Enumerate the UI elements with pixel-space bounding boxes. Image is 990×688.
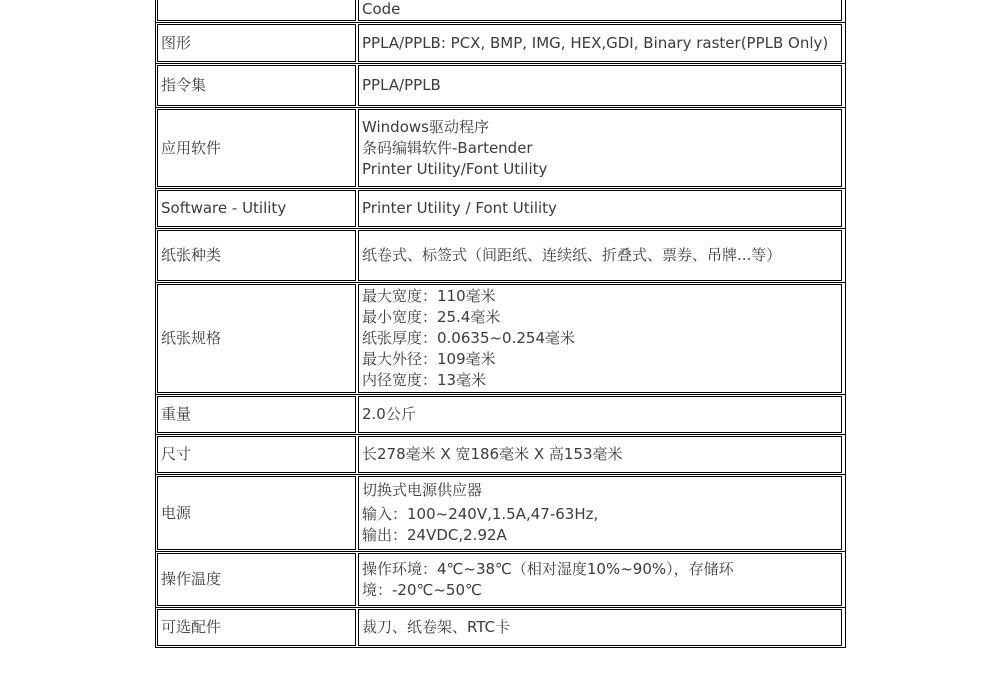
row-value <box>358 396 842 433</box>
row-value <box>358 109 842 187</box>
value-line: PPLA/PPLB: PCX, BMP, IMG, HEX,GDI, Binary raster(PPLB Only) <box>362 33 829 52</box>
table-row-dimensions <box>156 434 845 474</box>
row-label: 可选配件 <box>157 609 356 646</box>
spec-table <box>155 0 846 648</box>
value-line: Printer Utility/Font Utility <box>362 159 548 178</box>
value-line: 切换式电源供应器 <box>362 481 483 499</box>
table-row-code <box>156 0 845 22</box>
table-row-weight <box>156 394 845 434</box>
table-row-paper-spec <box>156 282 845 394</box>
row-label: 电源 <box>157 476 356 550</box>
value-line: 长278毫米 X 宽186毫米 X 高153毫米 <box>362 445 623 463</box>
table-row-graphics <box>156 22 845 63</box>
row-label: 重量 <box>157 396 356 433</box>
row-label: 指令集 <box>157 65 356 106</box>
row-label: 纸张种类 <box>157 230 356 281</box>
row-label: 纸张规格 <box>157 284 356 393</box>
table-row-utility <box>156 188 845 228</box>
table-row-command-set <box>156 63 845 107</box>
row-value <box>358 0 842 21</box>
value-line: 裁刀、纸卷架、RTC卡 <box>362 618 511 636</box>
value-line: 输出：24VDC,2.92A <box>362 526 507 544</box>
row-value <box>358 24 842 62</box>
row-value <box>358 284 842 393</box>
table-row-operating-temp <box>156 551 845 607</box>
value-line: 纸张厚度：0.0635~0.254毫米 <box>362 329 575 347</box>
table-row-software <box>156 107 845 188</box>
value-line: 最小宽度：25.4毫米 <box>362 308 501 326</box>
value-line: 输入：100~240V,1.5A,47-63Hz, <box>362 505 599 523</box>
row-label: 操作温度 <box>157 553 356 606</box>
row-value <box>358 190 842 227</box>
row-value <box>358 609 842 646</box>
value-line: 操作环境：4℃~38℃（相对湿度10%~90%），存储环 <box>362 559 734 578</box>
row-value <box>358 476 842 550</box>
value-line: 条码编辑软件-Bartender <box>362 138 533 157</box>
row-label: 图形 <box>157 24 356 62</box>
table-row-power <box>156 474 845 551</box>
value-line: 2.0公斤 <box>362 405 416 423</box>
value-line: 内径宽度：13毫米 <box>362 371 487 389</box>
value-line: 境：-20℃~50℃ <box>362 580 482 599</box>
value-line: Windows驱动程序 <box>362 117 489 136</box>
value-line: Printer Utility / Font Utility <box>362 199 557 217</box>
value-line: 纸卷式、标签式（间距纸、连续纸、折叠式、票券、吊牌...等） <box>362 246 782 264</box>
value-line: 最大外径：109毫米 <box>362 350 496 368</box>
row-label: 应用软件 <box>157 109 356 187</box>
value-line: PPLA/PPLB <box>362 76 441 94</box>
table-row-accessories <box>156 607 845 647</box>
value-line: 最大宽度：110毫米 <box>362 287 496 305</box>
row-value <box>358 553 842 606</box>
row-value <box>358 65 842 106</box>
row-value <box>358 436 842 473</box>
row-label: 尺寸 <box>157 436 356 473</box>
table-row-paper-type <box>156 228 845 282</box>
row-value <box>358 230 842 281</box>
row-label <box>157 0 356 21</box>
value-line: Code <box>362 0 401 18</box>
row-label: Software - Utility <box>157 190 356 227</box>
